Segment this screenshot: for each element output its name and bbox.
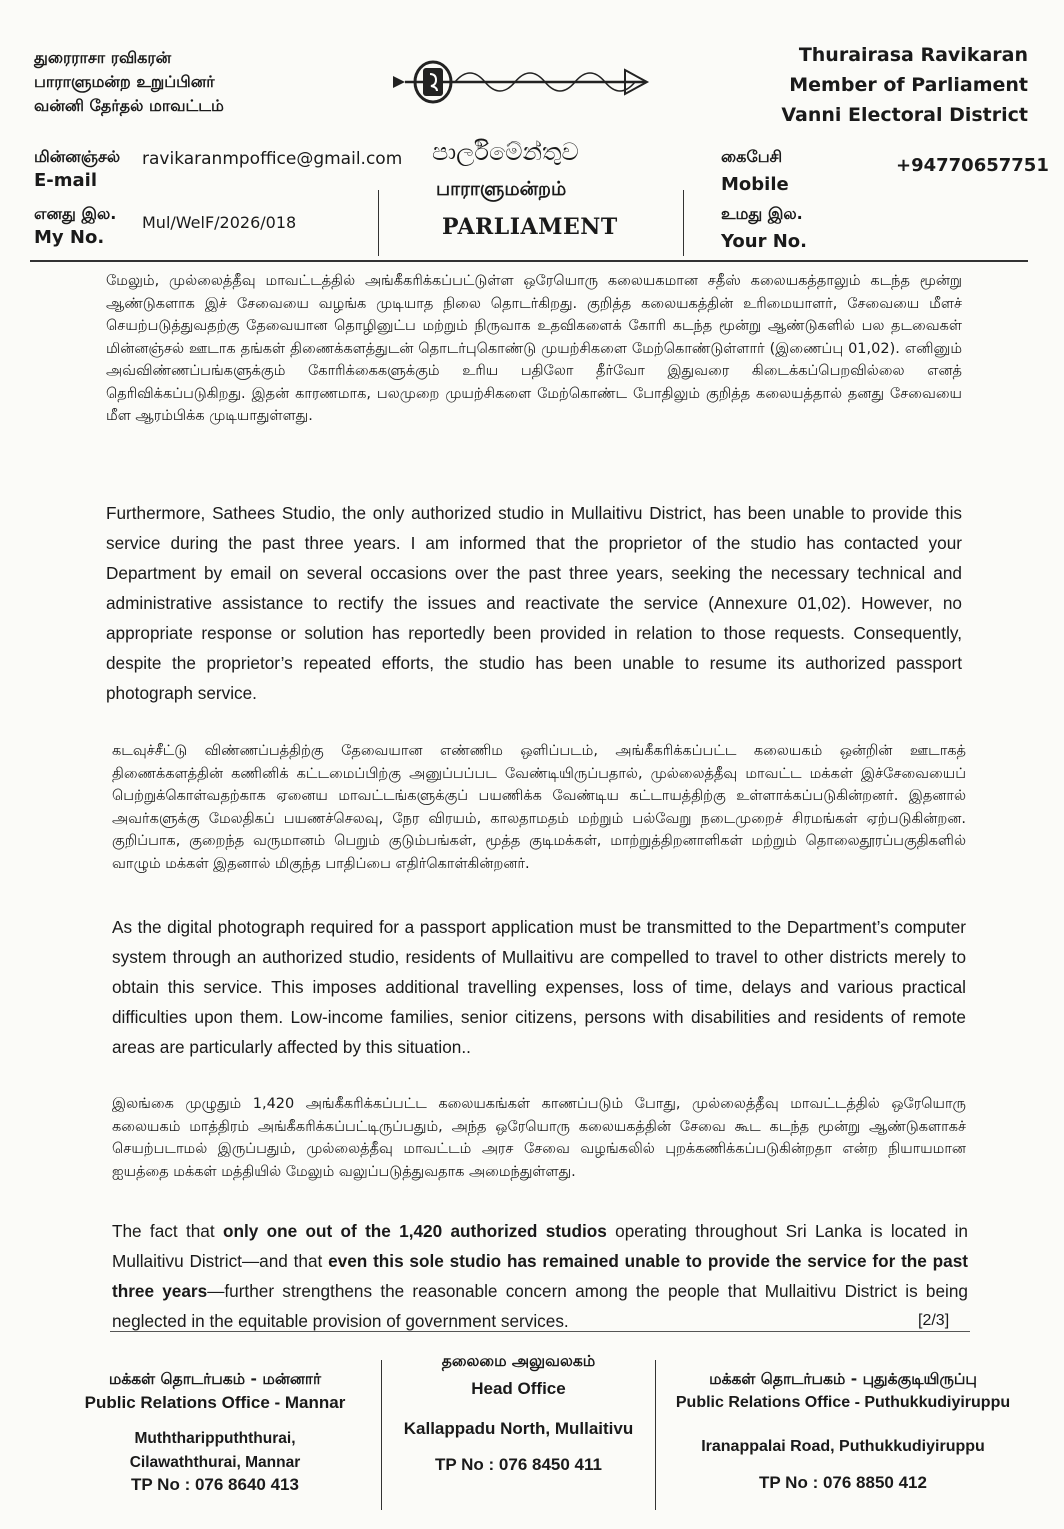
mp-name-tamil: துரைராசா ரவிகரன் [34,48,172,67]
header-divider-left [378,190,379,256]
parliament-mace-crest [385,48,665,118]
email-value: ravikaranmpoffice@gmail.com [142,149,403,169]
my-number-label-english: My No. [34,227,105,248]
your-number-label-tamil: உமது இல. [721,204,803,223]
p3-text-b: operating throughout Sri Lanka is located in Mullaitivu District—and that [112,1221,968,1271]
p3-text-c: —further strengthens the reasonable concern among the people that Mullaitivu District is being neglected in the equitable provision of government services. [112,1281,968,1331]
mobile-label [721,145,789,197]
body-end-rule [110,1331,970,1332]
footer-mannar-address-2: Cilawaththurai, Mannar [129,1454,301,1471]
page-number: [2/3] [918,1312,950,1329]
paragraph-3-english [112,1216,968,1336]
your-number-label-english: Your No. [721,231,807,252]
footer-puthukkudiyiruppu-address: Iranappalai Road, Puthukkudiyiruppu [701,1438,985,1455]
my-number-label [34,202,116,250]
footer-office-mannar [60,1368,370,1496]
mp-name-english: Thurairasa Ravikaran [798,44,1028,66]
footer-mannar-english: Public Relations Office - Mannar [84,1393,346,1412]
header-right-block [781,40,1028,130]
footer-puthukkudiyiruppu-english: Public Relations Office - Puthukkudiyiruppu [675,1394,1011,1411]
header-rule [30,260,1028,262]
email-label [34,145,120,193]
footer-mannar-address-1: Muththarippuththurai, [134,1430,296,1447]
mp-role-english: Member of Parliament [789,74,1028,96]
paragraph-1-tamil: மேலும், முல்லைத்தீவு மாவட்டத்தில் அங்கீகரிக்கப்பட்டுள்ள ஒரேயொரு கலையகமான சதீஸ் கலையகத்தாலும் கடந்த மூன்று ஆண்டுகளாக இச் சேவையை வழங்க முடியாத நிலை தொடர்கிறது. குறித்த கலையகத்தின் உரிமையாளர், சேவையை மீளச் செயற்படுத்துவதற்கு தேவையான தொழினுட்ப மற்றும் நிருவாக உதவிகளைக் கோரி கடந்த மூன்று ஆண்டுகளில் பல தடவைகள் மின்னஞ்சல் ஊடாக தங்கள் திணைக்களத்துடன் தொடர்புகொண்டு முயற்சிகளை மேற்கொண்டுள்ளார் (இணைப்பு 01,02). எனினும் அவ்விண்ணப்பங்களுக்கும் கோரிக்கைகளுக்கும் உரிய பதிலோ தீர்வோ இதுவரை கிடைக்கப்பெறவில்லை எனத் தெரிவிக்கப்படுகிறது. இதன் காரணமாக, பலமுறை முயற்சிகளை மேற்கொண்ட போதிலும் குறித்த கலையத்தால் தனது சேவையை மீள ஆரம்பிக்க முடியாதுள்ளது. [106,273,962,424]
p3-bold-b: even this sole studio has remained unable to provide the service for the past three years [112,1251,968,1301]
footer-divider-right [655,1360,656,1510]
footer-head-office-address: Kallappadu North, Mullaitivu [403,1419,634,1438]
footer-head-office [386,1350,651,1476]
my-number-value: Mul/WelF/2026/018 [142,213,297,232]
footer-office-puthukkudiyiruppu [662,1368,1024,1494]
paragraph-1-english: Furthermore, Sathees Studio, the only authorized studio in Mullaitivu District, has been unable to provide this service during the past three years. I am informed that the proprietor of the studio has contacted your Department by email on several occasions over the past three years, seeking the necessary technical and administrative assistance to rectify the issues and reactivate the service (Annexure 01,02). However, no appropriate response or solution has reportedly been provided in relation to those requests. Consequently, despite the proprietor’s repeated efforts, the studio has been unable to resume its authorized passport photograph service. [106,503,962,703]
header-left-block [34,46,224,118]
footer-puthukkudiyiruppu-tamil: மக்கள் தொடர்பகம் - புதுக்குடியிருப்பு [709,1370,977,1388]
paragraph-2-english: As the digital photograph required for a passport application must be transmitted to the Department’s computer system through an authorized studio, residents of Mullaitivu are compelled to travel to other districts merely to obtain this service. This imposes additional travelling expenses, loss of time, delays and various practical difficulties upon them. Low-income families, senior citizens, persons with disabilities and residents of remote areas are particularly affected by this situation.. [112,917,966,1057]
parliament-tamil: பாராளுமன்றம் [436,178,567,200]
paragraph-3-tamil: இலங்கை முழுதும் 1,420 அங்கீகரிக்கப்பட்ட கலையகங்கள் காணப்படும் போது, முல்லைத்தீவு மாவட்டத்தில் ஒரேயொரு கலையகம் மாத்திரம் அங்கீகரிக்கப்பட்டிருப்பதும், அந்த ஒரேயொரு கலையகத்தின் சேவை கூட கடந்த மூன்று ஆண்டுகளாகச் செயற்படாமல் இருப்பதும், முல்லைத்தீவு மாவட்டம் அரச சேவை வழங்கலில் புறக்கணிக்கப்படுகின்றதா என்ற நியாயமான ஐயத்தை மக்கள் மத்தியில் மேலும் வலுப்படுத்துவதாக அமைந்துள்ளது. [112,1096,966,1180]
footer-mannar-tamil: மக்கள் தொடர்பகம் - மன்னார் [108,1370,322,1388]
paragraph-2-tamil: கடவுச்சீட்டு விண்ணப்பத்திற்கு தேவையான எண்ணிம ஒளிப்படம், அங்கீகரிக்கப்பட்ட கலையகம் ஒன்றின் ஊடாகத் திணைக்களத்தின் கணினிக் கட்டமைப்பிற்கு அனுப்பப்பட வேண்டியிருப்பதால், முல்லைத்தீவு மாவட்ட மக்கள் இச்சேவையைப் பெற்றுக்கொள்வதற்காக ஏனைய மாவட்டங்களுக்குப் பயணிக்க வேண்டிய கட்டாயத்திற்கு உள்ளாக்கப்படுகின்றனர். இதனால் அவர்களுக்கு மேலதிகப் பயணச்செலவு, நேர விரயம், காலதாமதம் மற்றும் பல்வேறு நடைமுறைச் சிரமங்கள் ஏற்படுகின்றன. குறிப்பாக, குறைந்த வருமானம் பெறும் குடும்பங்கள், மூத்த குடிமக்கள், மாற்றுத்திறனாளிகள் மற்றும் தொலைதூரப்பகுதிகளில் வாழும் மக்கள் இதனால் மிகுந்த பாதிப்பை எதிர்கொள்கின்றனர். [112,743,966,872]
footer-puthukkudiyiruppu-phone: TP No : 076 8850 412 [759,1473,927,1492]
mp-district-tamil: வன்னி தேர்தல் மாவட்டம் [34,96,224,115]
my-number-label-tamil: எனது இல. [34,204,117,223]
mp-role-tamil: பாராளுமன்ற உறுப்பினர் [34,72,215,91]
mp-district-english: Vanni Electoral District [781,104,1028,126]
mobile-value: +94770657751 [896,155,1049,176]
footer-head-office-tamil: தலைமை அலுவலகம் [441,1352,596,1370]
mobile-label-english: Mobile [721,174,789,195]
footer-head-office-phone: TP No : 076 8450 411 [435,1455,602,1474]
footer-mannar-phone: TP No : 076 8640 413 [131,1475,299,1494]
email-label-english: E-mail [34,170,98,191]
footer-head-office-english: Head Office [471,1379,566,1398]
email-label-tamil: மின்னஞ்சல் [34,147,121,166]
mobile-label-tamil: கைபேசி [721,147,783,166]
footer-divider-left [381,1360,382,1510]
parliament-english: PARLIAMENT [442,214,618,240]
p3-text-a: The fact that [112,1221,223,1241]
header-divider-right [683,190,684,256]
your-number-label [721,202,807,254]
parliament-sinhala: පාර්ලිමේන්තුව [432,138,579,166]
p3-bold-a: only one out of the 1,420 authorized studios [222,1221,607,1241]
